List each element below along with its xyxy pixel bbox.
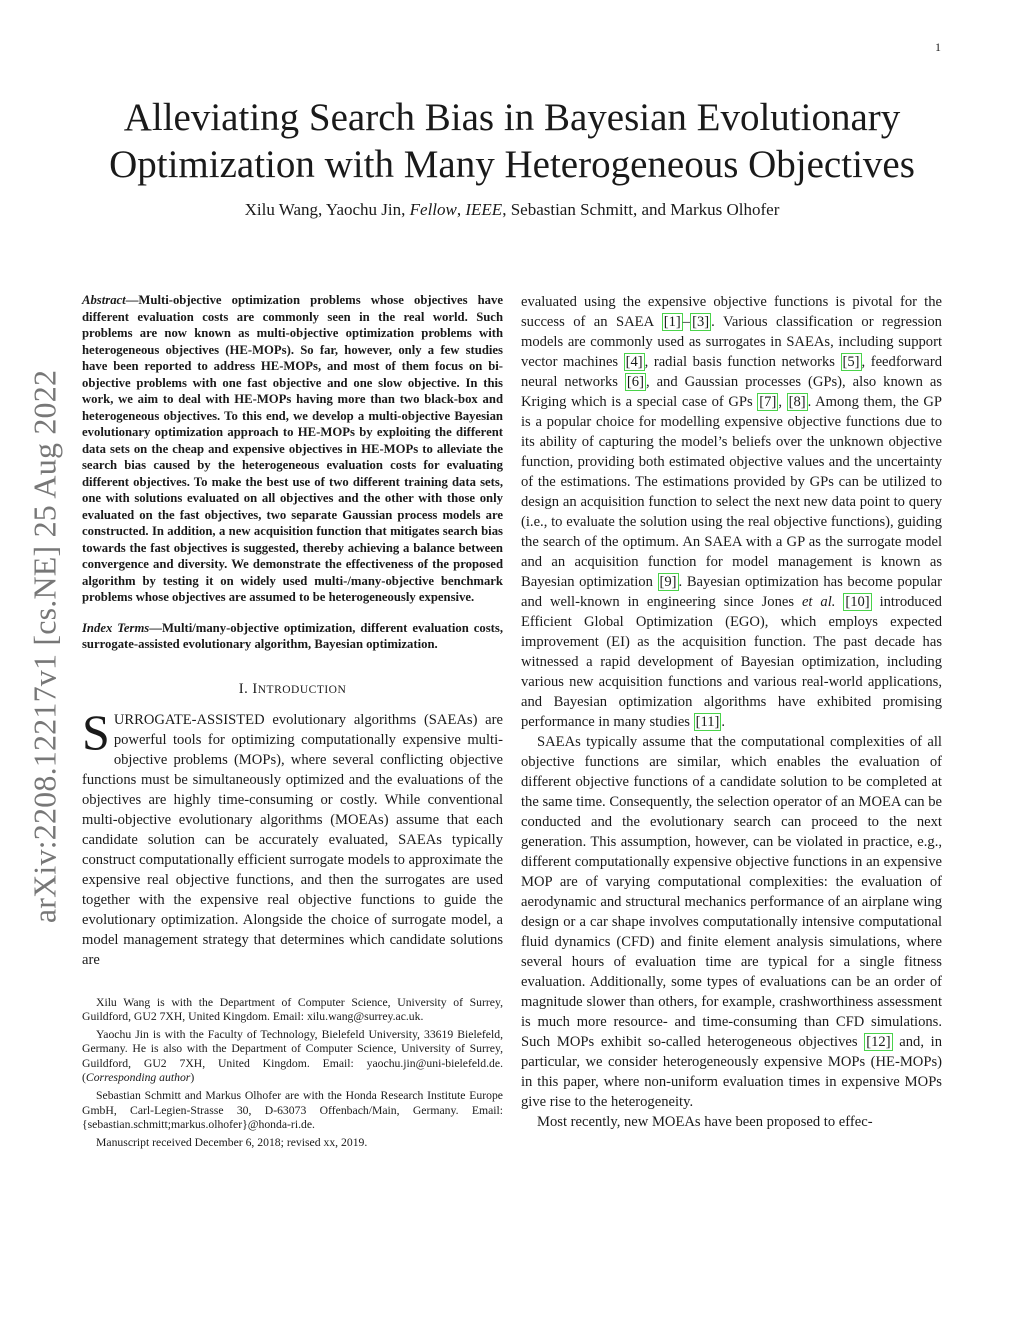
index-terms-body: —Multi/many-objective optimization, different evaluation costs, surrogate-assisted evolutionary algorithm, Bayesian optimization.	[82, 620, 503, 651]
citation-link[interactable]: [10]	[845, 594, 870, 610]
text-run: .	[721, 714, 726, 730]
footnotes	[82, 996, 503, 1151]
citation-link[interactable]: [8]	[788, 394, 806, 410]
title-line-1: Alleviating Search Bias in Bayesian Evolutionary	[123, 96, 901, 139]
text-run: . Bayesian optimization has become popular and well-known in engineering since Jones	[521, 574, 942, 610]
text-run: ,	[778, 394, 787, 410]
abstract-body: —Multi-objective optimization problems whose objectives have different evaluation costs are commonly seen in the real world. Such problems are now known as multi-objective optimization problems with heterogeneous objectives (HE-MOPs). So far, however, only a few studies have been reported to address HE-MOPs, and most of them focus on bi-objective problems with one fast objective and one slow objective. In this work, we aim to deal with HE-MOPs having more than two black-box and heterogeneous objectives. To this end, we develop a multi-objective Bayesian evolutionary optimization approach to HE-MOPs by exploiting the different data sets on the cheap and expensive objectives in HE-MOPs to alleviate the search bias caused by the heterogeneous evaluation costs for evaluating different objectives. To make the best use of two different training data sets, one with solutions evaluated on all objectives and the other with those only evaluated on the fast objectives, two separate Gaussian process models are constructed. In addition, a new acquisition function that mitigates search bias towards the fast objectives is suggested, thereby achieving a balance between convergence and diversity. We demonstrate the effectiveness of the proposed algorithm by testing it on widely used multi-/many-objective benchmark problems whose objectives are assumed to be heterogeneously expensive.	[82, 293, 503, 604]
text-run: SAEAs typically assume that the computational complexities of all objective functions are similar, which enables the evaluation of different objective functions of a candidate solution to be completed at the same time. Consequently, the selection operator of an MOEA can be conducted and the evolutionary search can proceed to the next generation. This assumption, however, can be violated in practice, e.g., different computationally expensive objective functions in an expensive MOP are of varying computational complexities: the evaluation of aerodynamic and structural mechanics performance of an airplane wing design or a car shape involves computationally intensive computational fluid dynamics (CFD) and finite element analysis simulations, where several hours of evaluation time are typical for a single fitness evaluation. Additionally, some types of evaluations can be an order of magnitude slower than others, for example, crashworthiness assessment is much more resource- and time-consuming than CFD simulations. Such MOPs exhibit so-called heterogeneous objectives	[521, 734, 942, 1050]
footnote-affiliation-jin	[82, 1028, 503, 1086]
citation-link[interactable]: [11]	[695, 714, 720, 730]
authors-part-1: Xilu Wang, Yaochu Jin,	[244, 200, 410, 219]
intro-body: evolutionary algorithms (SAEAs) are powerful tools for optimizing computationally expensive multi-objective problems (MOPs), where several conflicting objective functions must be simultaneously optimized and the evaluations of the objectives are highly time-consuming or costly. While conventional multi-objective evolutionary algorithms (MOEAs) assume that each candidate solution can be accurately evaluated, SAEAs typically construct computationally efficient surrogate models to approximate the expensive real objective functions, and then the surrogates are used together with the expensive real objective functions to guide the evolutionary optimization. Alongside the choice of surrogate model, a model management strategy that determines which candidate solutions are	[82, 711, 503, 968]
citation-link[interactable]: [12]	[866, 1034, 891, 1050]
abstract-label: Abstract	[82, 293, 126, 307]
drop-cap: S	[82, 703, 110, 760]
right-column	[521, 292, 942, 1132]
text-run: . Among them, the GP is a popular choice for modelling expensive objective functions due to its ability of capturing the model’s beliefs over the unknown objective function, providing both estimated objective values and the uncertainty of the estimations. The estimations provided by GPs can be utilized to design an acquisition function to select the next new data point to query (i.e., to evaluate the solution using the real objective functions), guiding the search of the optimum. An SAEA with a GP as the surrogate model and an acquisition function for model management is known as Bayesian optimization	[521, 394, 943, 590]
footnote-corresponding-author: Corresponding author	[85, 1071, 191, 1085]
et-al: et al.	[801, 594, 836, 610]
citation-link[interactable]: [1]	[663, 314, 681, 330]
citation-link[interactable]: [9]	[659, 574, 677, 590]
footnote-manuscript-dates: Manuscript received December 6, 2018; revised xx, 2019.	[96, 1135, 368, 1149]
section-heading-introduction	[82, 679, 503, 700]
intro-paragraph	[82, 703, 503, 970]
section-title-caps: NTRODUCTION	[257, 683, 347, 696]
footnote-affiliation-wang: Xilu Wang is with the Department of Computer Science, University of Surrey, Guildford, GU2 7XH, United Kingdom. Email: xilu.wang@surrey.ac.uk.	[82, 995, 503, 1024]
authors-separator: ,	[456, 200, 466, 219]
footnote-affiliation-schmitt-olhofer: Sebastian Schmitt and Markus Olhofer are with the Honda Research Institute Europe GmbH, Carl-Legien-Strasse 30, D-63073 Offenbach/Main, Germany. Email: {sebastian.schmitt;markus.olhofer}@honda-ri.de.	[82, 1089, 503, 1132]
abstract	[82, 292, 503, 606]
text-run: and, in particular, we consider heterogeneously expensive MOPs (HE-MOPs) in this paper, where non-uniform evaluation times in expensive MOPs give rise to the heterogeneity.	[521, 1034, 942, 1110]
author-list	[60, 200, 964, 220]
title-line-2: Optimization with Many Heterogeneous Objectives	[109, 143, 915, 186]
section-numeral: I. I	[238, 680, 258, 697]
text-run: –	[682, 314, 691, 330]
citation-link[interactable]: [4]	[625, 354, 643, 370]
text-run: , feedforward neural networks	[521, 354, 943, 390]
right-paragraph-3: Most recently, new MOEAs have been proposed to effec-	[537, 1114, 873, 1130]
authors-fellow: Fellow	[409, 200, 457, 219]
left-column	[82, 292, 503, 1153]
index-terms	[82, 620, 503, 653]
right-paragraph-1	[521, 292, 942, 732]
paper-title	[60, 94, 964, 188]
citation-link[interactable]: [7]	[759, 394, 777, 410]
footnote-jin-text: Yaochu Jin is with the Faculty of Technology, Bielefeld University, 33619 Bielefeld, Germany. He is also with the Department of Computer Science, University of Surrey, Guildford, GU2 7XH, United Kingdom. Email: yaochu.jin@uni-bielefeld.de. (	[82, 1027, 503, 1085]
index-terms-label: Index Terms	[82, 620, 150, 635]
text-run: introduced Efficient Global Optimization (EGO), which employs expected improvement (EI) as the acquisition function. The past decade has witnessed a rapid development of Bayesian optimization, including various new acquisition functions and various real-world applications, and Bayesian optimization algorithms have exhibited promising performance in many studies	[521, 594, 942, 730]
citation-link[interactable]: [3]	[692, 314, 710, 330]
arxiv-identifier-stamp[interactable]: arXiv:2208.12217v1 [cs.NE] 25 Aug 2022	[26, 369, 63, 924]
text-run: . Various classification or regression models are commonly used as surrogates in SAEAs, including support vector machines	[521, 314, 942, 370]
intro-caps: URROGATE-ASSISTED	[113, 711, 265, 728]
page-number: 1	[935, 40, 941, 54]
citation-link[interactable]: [5]	[842, 354, 860, 370]
text-run: , radial basis function networks	[644, 354, 841, 370]
footnote-jin-close: )	[190, 1071, 195, 1085]
authors-ieee: IEEE	[465, 200, 503, 219]
authors-part-2: , Sebastian Schmitt, and Markus Olhofer	[502, 200, 780, 219]
citation-link[interactable]: [6]	[626, 374, 644, 390]
text-run: evaluated using the expensive objective functions is pivotal for the success of an SAEA	[521, 294, 942, 330]
right-paragraph-2	[521, 732, 942, 1112]
text-run: , and Gaussian processes (GPs), also known as Kriging which is a special case of GPs	[521, 374, 943, 410]
